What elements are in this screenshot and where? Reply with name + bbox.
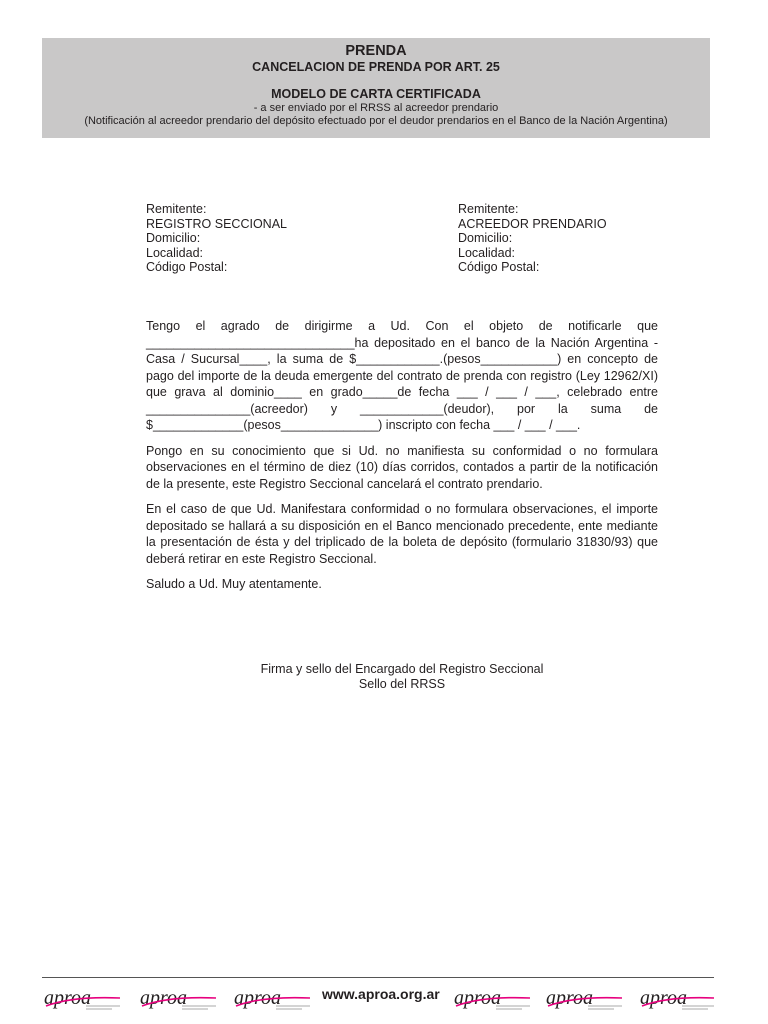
signature-block [146, 662, 658, 691]
text-line: Tengo el agrado de dirigirme a Ud. Con el objeto de notificarle que [146, 319, 658, 333]
aproa-logo [232, 984, 312, 1014]
sender-block-right [458, 202, 607, 275]
postal-code-label: Código Postal: [146, 260, 228, 274]
header-note-1: - a ser enviado por el RRSS al acreedor prendario [253, 102, 499, 114]
aproa-logo [544, 984, 624, 1014]
text-line: Casa / Sucursal____, la suma de $____________.(pesos___________) en concepto de [146, 352, 658, 366]
document-subtitle: CANCELACION DE PRENDA POR ART. 25 [252, 60, 500, 74]
aproa-logo [452, 984, 532, 1014]
paragraph-notification [146, 318, 658, 434]
logo-text: aproa [546, 987, 594, 1009]
sender-block-left [146, 202, 287, 275]
sender-name: ACREEDOR PRENDARIO [458, 216, 607, 231]
aproa-logo [42, 984, 122, 1014]
address-label: Domicilio: [458, 231, 513, 245]
text-line: $_____________(pesos______________) inscripto con fecha ___ / ___ / ___. [146, 418, 581, 432]
aproa-logo [638, 984, 718, 1014]
logo-text: aproa [44, 987, 92, 1009]
aproa-logo [138, 984, 218, 1014]
logo-text: aproa [234, 987, 282, 1009]
text-line: ______________________________ha depositado en el banco de la Nación Argentina - [146, 335, 658, 350]
logo-text: aproa [640, 987, 688, 1009]
signature-line: Firma y sello del Encargado del Registro Seccional [260, 662, 544, 676]
sender-label: Remitente: [146, 202, 207, 216]
postal-code-label: Código Postal: [458, 260, 540, 274]
logo-text: aproa [140, 987, 188, 1009]
sender-name: REGISTRO SECCIONAL [146, 216, 287, 231]
text-line: que grava al dominio____ en grado_____de fecha ___ / ___ / ___, celebrado entre [146, 385, 658, 399]
document-title: PRENDA [345, 43, 407, 59]
paragraph-deposit: En el caso de que Ud. Manifestara conformidad o no formulara observaciones, el importe depositado se hallará a su disposición en el Banco mencionado precedente, ente mediante la presentación de ésta y del triplicado de la boleta de depósito (formulario 31830/93) que deberá retirar en este Registro Seccional. [146, 502, 658, 566]
seal-line: Sello del RRSS [358, 676, 446, 691]
logo-text: aproa [454, 987, 502, 1009]
locality-label: Localidad: [146, 245, 203, 260]
footer [42, 982, 714, 1018]
header-note-2: (Notificación al acreedor prendario del depósito efectuado por el deudor prendarios en el Banco de la Nación Argentina) [84, 115, 668, 127]
text-line: pago del importe de la deuda emergente del contrato de prenda con registro (Ley 12962/XI) [146, 368, 658, 383]
model-heading: MODELO DE CARTA CERTIFICADA [271, 87, 481, 101]
footer-divider [42, 977, 714, 978]
header-band [42, 38, 710, 138]
sender-label: Remitente: [458, 202, 519, 216]
website-link[interactable]: www.aproa.org.ar [322, 986, 440, 1002]
locality-label: Localidad: [458, 245, 515, 260]
text-line: _______________(acreedor) y ____________(deudor), por la suma de [146, 401, 658, 416]
paragraph-closing: Saludo a Ud. Muy atentamente. [146, 577, 322, 591]
letter-body [146, 318, 658, 602]
paragraph-conformity: Pongo en su conocimiento que si Ud. no manifiesta su conformidad o no formulara observaciones en el término de diez (10) días corridos, contados a partir de la notificación de la presente, este Registro Seccional cancelará el contrato prendario. [146, 443, 658, 491]
address-label: Domicilio: [146, 231, 201, 245]
